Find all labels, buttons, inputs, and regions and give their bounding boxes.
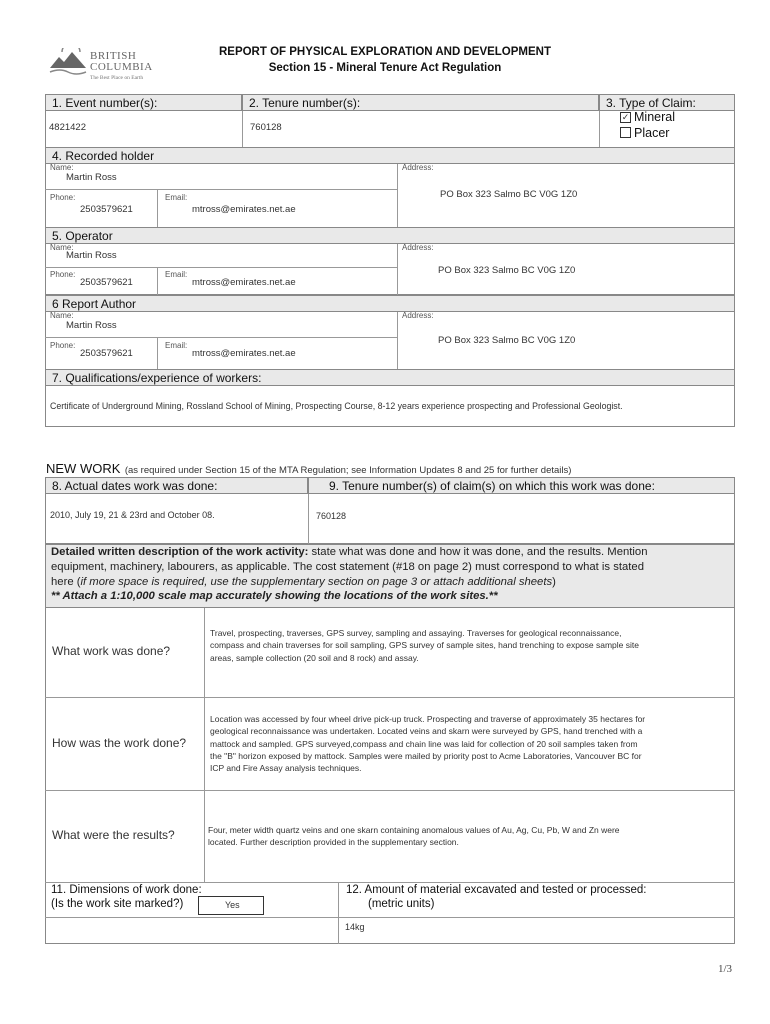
page-title: REPORT OF PHYSICAL EXPLORATION AND DEVELOPMENT — [218, 46, 552, 58]
page-subtitle: Section 15 - Mineral Tenure Act Regulation — [268, 62, 502, 74]
recorded-holder-header: 4. Recorded holder — [45, 147, 735, 164]
qualifications-value[interactable]: Certificate of Underground Mining, Rossland School of Mining, Prospecting Course, 8-12 years experience prospecting and Professional Geologist. — [50, 401, 623, 411]
author-name-label: Name: — [50, 311, 74, 320]
operator-address-value[interactable]: PO Box 323 Salmo BC V0G 1Z0 — [438, 265, 576, 276]
logo-tagline: The Best Place on Earth — [90, 75, 144, 81]
holder-name-label: Name: — [50, 163, 74, 172]
operator-phone-value[interactable]: 2503579621 — [80, 277, 133, 288]
author-email-label: Email: — [165, 341, 188, 350]
material-value[interactable]: 14kg — [345, 922, 365, 932]
how-done-line: the "B" horizon exposed by mattock. Samples were mailed by priority post to Acme Laboratories, Vancouver BC for — [210, 750, 642, 761]
how-done-line: mattock and sampled. GPS surveyed,compass and chain line was laid for collection of 20 soil samples taken from — [210, 738, 638, 749]
work-done-line: compass and chain traverses for soil sampling, GPS survey of sample sites, hand trenching to expose sample site — [210, 640, 639, 651]
how-done-question: How was the work done? — [52, 736, 187, 750]
holder-phone-value[interactable]: 2503579621 — [80, 204, 133, 215]
results-question: What were the results? — [52, 828, 175, 842]
new-work-note: (as required under Section 15 of the MTA Regulation; see Information Updates 8 and 25 for further details) — [124, 465, 572, 476]
work-done-answer[interactable] — [210, 627, 639, 664]
description-map-note: ** Attach a 1:10,000 scale map accurately showing the locations of the work sites.** — [51, 590, 498, 603]
qualifications-header: 7. Qualifications/experience of workers: — [45, 369, 735, 386]
how-done-line: geological reconnaissance was undertaken. Located veins and skarn were surveyed by GPS, hand trenched with a — [210, 726, 643, 737]
new-work-title: NEW WORK — [46, 461, 121, 476]
operator-phone-label: Phone: — [50, 270, 76, 279]
work-done-question: What work was done? — [52, 644, 171, 658]
page-number: 1/3 — [718, 963, 733, 975]
operator-email-value[interactable]: mtross@emirates.net.ae — [192, 277, 296, 288]
site-marked-field[interactable] — [198, 896, 264, 915]
how-done-line: Location was accessed by four wheel drive pick-up truck. Prospecting and traverse of approximately 35 hectares for — [210, 714, 646, 724]
holder-address-value[interactable]: PO Box 323 Salmo BC V0G 1Z0 — [440, 189, 578, 200]
material-header — [346, 883, 646, 911]
description-line3-start: here ( — [51, 575, 81, 588]
operator-address-label: Address: — [402, 243, 434, 252]
material-sublabel: (metric units) — [368, 898, 435, 910]
author-phone-value[interactable]: 2503579621 — [80, 348, 133, 359]
operator-name-label: Name: — [50, 243, 74, 252]
work-done-line: areas, sample collection (20 soil and 8 rock) and assay. — [210, 652, 419, 663]
holder-address-label: Address: — [402, 163, 434, 172]
holder-name-value[interactable]: Martin Ross — [66, 172, 117, 183]
new-work-heading — [46, 460, 571, 478]
how-done-line: ICP and Fire Assay analysis techniques. — [210, 763, 362, 774]
check-mark-icon: ✓ — [621, 112, 630, 122]
description-line2: equipment, machinery, labourers, as applicable. The cost statement (#18 on page 2) must correspond to what is stated — [51, 560, 644, 573]
mineral-checkbox[interactable] — [620, 112, 631, 123]
event-number-header: 1. Event number(s): — [45, 94, 242, 111]
description-line1: state what was done and how it was done, and the results. Mention — [308, 546, 648, 558]
report-author-header: 6 Report Author — [45, 295, 735, 312]
operator-email-label: Email: — [165, 270, 188, 279]
placer-checkbox[interactable] — [620, 127, 631, 138]
results-line: located. Further description provided in the supplementary section. — [208, 837, 459, 848]
description-bold-lead: Detailed written description of the work activity: — [51, 546, 309, 558]
dates-value[interactable]: 2010, July 19, 21 & 23rd and October 08. — [50, 510, 215, 520]
author-phone-label: Phone: — [50, 341, 76, 350]
dimensions-sublabel: (Is the work site marked?) — [51, 898, 184, 910]
how-done-answer[interactable] — [210, 713, 645, 774]
tenure-number-value[interactable]: 760128 — [250, 122, 282, 133]
holder-email-label: Email: — [165, 193, 188, 202]
holder-email-value[interactable]: mtross@emirates.net.ae — [192, 204, 296, 215]
author-address-label: Address: — [402, 311, 434, 320]
logo-line1: BRITISH — [90, 50, 137, 62]
author-name-value[interactable]: Martin Ross — [66, 320, 117, 331]
placer-label: Placer — [634, 126, 670, 140]
operator-name-value[interactable]: Martin Ross — [66, 250, 117, 261]
claims-tenure-value[interactable]: 760128 — [316, 511, 347, 521]
mineral-label: Mineral — [634, 110, 675, 124]
dimensions-header — [51, 883, 202, 911]
author-address-value[interactable]: PO Box 323 Salmo BC V0G 1Z0 — [438, 335, 576, 346]
description-line3-italic: if more space is required, use the supplementary section on page 3 or attach additional sheets — [80, 575, 553, 588]
work-done-line: Travel, prospecting, traverses, GPS survey, sampling and assaying. Traverses for geological reconnaissance, — [210, 628, 622, 638]
description-line3-end: ) — [552, 575, 556, 588]
dates-header: 8. Actual dates work was done: — [45, 477, 308, 494]
logo-line2: COLUMBIA — [90, 61, 153, 73]
type-of-claim-header: 3. Type of Claim: — [599, 94, 735, 111]
tenure-number-header: 2. Tenure number(s): — [242, 94, 599, 111]
claims-tenure-header: 9. Tenure number(s) of claim(s) on which this work was done: — [308, 477, 735, 494]
holder-phone-label: Phone: — [50, 193, 76, 202]
material-label: 12. Amount of material excavated and tested or processed: — [346, 884, 647, 896]
operator-header: 5. Operator — [45, 227, 735, 244]
author-email-value[interactable]: mtross@emirates.net.ae — [192, 348, 296, 359]
results-line: Four, meter width quartz veins and one skarn containing anomalous values of Au, Ag, Cu, Pb, W and Zn were — [208, 825, 620, 835]
results-answer[interactable] — [208, 824, 620, 849]
description-instructions — [51, 545, 648, 604]
dimensions-label: 11. Dimensions of work done: — [51, 884, 202, 896]
event-number-value[interactable]: 4821422 — [49, 122, 86, 133]
site-marked-value: Yes — [225, 900, 240, 910]
